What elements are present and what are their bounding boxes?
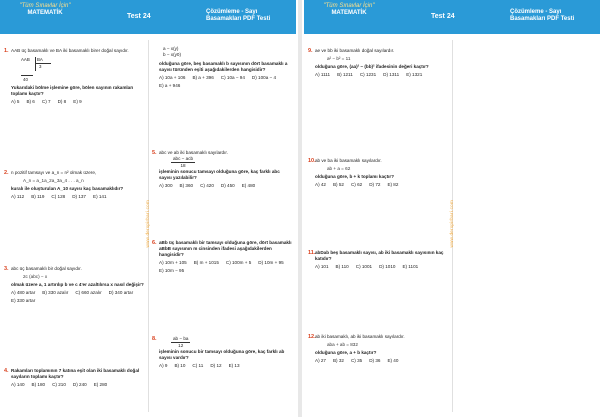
option-e[interactable]: E) 1101	[402, 264, 419, 269]
option-e[interactable]: E) 82	[387, 182, 399, 187]
option-e[interactable]: E) a + 946	[159, 83, 181, 88]
answer-options	[11, 382, 144, 388]
option-c[interactable]: C) 210	[52, 382, 66, 387]
question-text: ab iki basamaklı, ab iki basamaklı sayılardır.	[315, 334, 405, 339]
option-a[interactable]: A) 9	[159, 363, 168, 368]
page-gap	[298, 0, 302, 417]
option-c[interactable]: C) 10a − 94	[220, 75, 245, 80]
question-9	[308, 48, 448, 78]
answer-options	[159, 260, 292, 274]
question-prompt: kuralı ile oluşturulan A_10 sayısı kaç basamaklıdır?	[11, 186, 124, 191]
given-line: b − x(y0)	[163, 52, 181, 57]
question-text: AAB üç basamaklı ve BA iki basamaklı birer doğal sayıdır.	[11, 48, 129, 53]
question-prompt: Yukarıdaki bölme işlemine göre, bölen sayının rakamları toplamı kaçtır?	[11, 85, 134, 96]
option-b[interactable]: B) 10	[174, 363, 186, 368]
option-b[interactable]: B) 330 azalır	[42, 290, 69, 295]
quotient: 3	[39, 64, 42, 69]
answer-options	[315, 72, 448, 78]
question-prompt: işleminin sonucu bir tamsayı olduğuna göre, kaç farklı ab sayısı vardır?	[159, 349, 285, 360]
option-e[interactable]: E) 1321	[406, 72, 423, 77]
option-d[interactable]: D) 72	[369, 182, 381, 187]
formula: A_n = a_1a_2a_3a_4 . . . a_n	[23, 178, 84, 183]
question-number: 3.	[4, 266, 9, 272]
question-number: 8.	[152, 336, 157, 342]
question-text: ae ve bb iki basamaklı doğal sayılardır.	[315, 48, 395, 53]
test-label: Test 24	[431, 13, 455, 20]
option-d[interactable]: D) 137	[72, 194, 86, 199]
fraction-numerator: ab − ba	[173, 336, 189, 341]
question-prompt: olduğuna göre, b + k toplamı kaçtır?	[315, 174, 394, 179]
option-d[interactable]: D) 1311	[383, 72, 400, 77]
left-column	[308, 36, 448, 417]
option-a[interactable]: A) 1111	[315, 72, 331, 77]
fraction	[171, 336, 190, 349]
option-c[interactable]: C) 1001	[355, 264, 373, 269]
option-e[interactable]: E) 280	[93, 382, 108, 387]
formula: a² − b² = 11	[327, 56, 351, 61]
topic-title: Çözümleme - Sayı Basamakları PDF Testi	[206, 9, 271, 22]
question-number: 12.	[308, 334, 316, 340]
option-b[interactable]: B) 32	[332, 358, 344, 363]
question-text: n pozitif tamsayı ve a_n = n² olmak üzere,	[11, 170, 97, 175]
option-a[interactable]: A) 42	[315, 182, 326, 187]
fraction-numerator: abc − acb	[173, 156, 194, 161]
watermark: www.derspirbari.com	[449, 200, 454, 248]
question-3	[4, 266, 144, 304]
option-d[interactable]: D) 240	[72, 382, 87, 387]
question-prompt: aBb üç basamaklı bir tamsayı olduğuna göre, dört basamaklı aBbB sayısının m cinsinden ifadesi aşağıdakilerden hangisidir?	[159, 240, 292, 257]
question-number: 6.	[152, 240, 157, 246]
option-d[interactable]: D) 8	[57, 99, 67, 104]
question-4b	[152, 46, 292, 89]
dividend: AAB	[21, 57, 30, 62]
question-prompt: işleminin sonucu tamsayı olduğuna göre, kaç farklı abc sayısı yazılabilir?	[159, 169, 280, 180]
answer-options	[159, 363, 292, 369]
option-a[interactable]: A) 101	[315, 264, 329, 269]
brand-tagline: "Tüm Sınavlar İçin"	[323, 3, 375, 9]
option-a[interactable]: A) 140	[11, 382, 25, 387]
fraction-denominator: 12	[178, 343, 184, 348]
page-header	[304, 0, 600, 34]
option-e[interactable]: E) 9	[73, 99, 82, 104]
option-a[interactable]: A) 10m + 105	[159, 260, 187, 265]
question-5	[152, 150, 292, 189]
option-e[interactable]: E) 10m − 95	[159, 268, 185, 273]
option-e[interactable]: E) 13	[228, 363, 240, 368]
brand-tagline: "Tüm Sınavlar İçin"	[19, 3, 71, 9]
option-c[interactable]: C) 11	[192, 363, 204, 368]
option-b[interactable]: B) 180	[31, 382, 46, 387]
option-b[interactable]: B) m + 1015	[193, 260, 219, 265]
option-d[interactable]: D) 36	[369, 358, 381, 363]
topic-title: Çözümleme - Sayı Basamakları PDF Testi	[510, 9, 575, 22]
question-number: 10.	[308, 158, 316, 164]
question-prompt: olduğuna göre, a + b kaçtır?	[315, 350, 377, 355]
long-division	[21, 57, 61, 83]
option-d[interactable]: D) 12	[210, 363, 222, 368]
question-number: 1.	[4, 48, 9, 54]
test-label: Test 24	[127, 13, 151, 20]
question-2	[4, 170, 144, 200]
option-e[interactable]: E) 480	[241, 183, 256, 188]
option-c[interactable]: C) 1231	[359, 72, 377, 77]
option-b[interactable]: B) 119	[31, 194, 45, 199]
left-column	[4, 36, 144, 417]
remainder: 40	[23, 77, 28, 82]
right-column	[152, 36, 292, 417]
answer-options	[315, 264, 448, 270]
formula: 2c (abc) − x	[23, 274, 48, 279]
answer-options	[159, 75, 292, 89]
question-text: ab ve ba iki basamaklı sayılardır.	[315, 158, 382, 163]
option-d[interactable]: D) 1010	[379, 264, 396, 269]
question-prompt: olduğuna göre, (aa)² − (bb)² ifadesinin değeri kaçtır?	[315, 64, 429, 69]
answer-options	[11, 99, 144, 105]
option-c[interactable]: C) 420	[200, 183, 214, 188]
option-d[interactable]: D) 100a − 4	[251, 75, 277, 80]
formula: ab + a = 62	[327, 166, 351, 171]
question-text: abc üç basamaklı bir doğal sayıdır.	[11, 266, 82, 271]
watermark: www.derspirbari.com	[145, 200, 150, 248]
fraction	[171, 156, 195, 169]
option-b[interactable]: B) 360	[179, 183, 194, 188]
option-e[interactable]: E) 40	[387, 358, 399, 363]
option-c[interactable]: C) 660 azalır	[75, 290, 102, 295]
option-b[interactable]: B) 6	[26, 99, 35, 104]
option-d[interactable]: D) 10m + 95	[258, 260, 284, 265]
option-a[interactable]: A) 27	[315, 358, 326, 363]
option-a[interactable]: A) 5	[11, 99, 20, 104]
page-header	[0, 0, 296, 34]
option-c[interactable]: C) 7	[41, 99, 51, 104]
option-d[interactable]: D) 450	[220, 183, 235, 188]
question-number: 9.	[308, 48, 313, 54]
brand	[10, 3, 80, 17]
question-10	[308, 158, 448, 188]
option-c[interactable]: C) 35	[350, 358, 363, 363]
option-d[interactable]: D) 340 artar	[108, 290, 134, 295]
worksheet-page-1	[0, 0, 296, 417]
question-4	[4, 368, 144, 388]
option-c[interactable]: C) 62	[350, 182, 363, 187]
question-number: 11.	[308, 250, 316, 256]
question-number: 4.	[4, 368, 9, 374]
option-e[interactable]: E) 330 artar	[11, 298, 36, 303]
option-a[interactable]: A) 10a + 106	[159, 75, 186, 80]
question-prompt: Rakamları toplamının 7 katına eşit olan iki basamaklı doğal sayıların toplamı kaçtır?	[11, 368, 140, 379]
answer-options	[159, 183, 292, 189]
option-a[interactable]: A) 112	[11, 194, 25, 199]
option-b[interactable]: B) 110	[335, 264, 349, 269]
question-12	[308, 334, 448, 364]
option-c[interactable]: C) 100m + 5	[225, 260, 252, 265]
given-line: a − x(y)	[163, 46, 179, 51]
answer-options	[315, 182, 448, 188]
worksheet-page-2	[304, 0, 600, 417]
answer-options	[11, 194, 144, 200]
question-prompt: abDab beş basamaklı sayısı, ab iki basamaklı sayısının kaç katıdır?	[315, 250, 444, 261]
answer-options	[11, 290, 144, 304]
question-text: abc ve ab iki basamaklı sayılardır.	[159, 150, 228, 155]
brand	[314, 3, 384, 17]
option-b[interactable]: B) a + 396	[192, 75, 214, 80]
question-6	[152, 240, 292, 274]
question-1	[4, 48, 144, 105]
question-number: 2.	[4, 170, 9, 176]
question-11	[308, 250, 448, 270]
question-prompt: olmak üzere a, 1 artırılıp b ve c 4'er azaltılırsa x nasıl değişir?	[11, 282, 144, 287]
brand-subject: MATEMATİK	[331, 10, 367, 16]
question-prompt: olduğuna göre, beş basamaklı b sayısının dört basamaklı a sayısı türünden eşiti aşağıdakilerden hangisidir?	[159, 61, 288, 72]
brand-subject: MATEMATİK	[27, 10, 63, 16]
option-a[interactable]: A) 300	[159, 183, 173, 188]
option-a[interactable]: A) 480 artar	[11, 290, 36, 295]
formula: aba + ab = 832	[327, 342, 358, 347]
option-c[interactable]: C) 128	[51, 194, 66, 199]
option-b[interactable]: B) 52	[332, 182, 344, 187]
answer-options	[315, 358, 448, 364]
option-b[interactable]: B) 1211	[337, 72, 353, 77]
question-number: 5.	[152, 150, 157, 156]
question-8	[152, 336, 292, 369]
divisor: BA	[37, 57, 43, 62]
option-e[interactable]: E) 141	[93, 194, 107, 199]
fraction-denominator: 18	[180, 163, 186, 168]
